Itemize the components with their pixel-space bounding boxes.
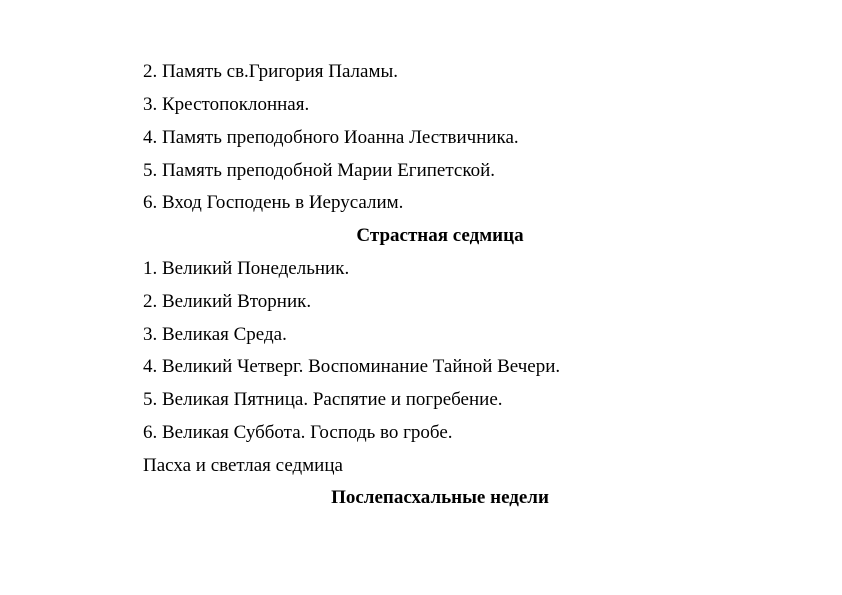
section-heading-passion-week: Страстная седмица (356, 225, 524, 246)
list-item: 1. Великий Понедельник. (143, 258, 350, 279)
list-item: 4. Память преподобного Иоанна Лествичника. (143, 127, 519, 148)
list-item: 2. Память св.Григория Паламы. (143, 61, 398, 82)
list-item: 3. Великая Среда. (143, 324, 287, 345)
list-item: 6. Вход Господень в Иерусалим. (143, 192, 404, 213)
list-item: 4. Великий Четверг. Воспоминание Тайной Вечери. (143, 356, 561, 377)
list-item: 5. Великая Пятница. Распятие и погребение. (143, 389, 503, 410)
paragraph-easter: Пасха и светлая седмица (143, 455, 343, 476)
list-item: 5. Память преподобной Марии Египетской. (143, 160, 496, 181)
list-item: 2. Великий Вторник. (143, 291, 312, 312)
list-item: 6. Великая Суббота. Господь во гробе. (143, 422, 453, 443)
list-item: 3. Крестопоклонная. (143, 94, 310, 115)
section-heading-post-easter-weeks: Послепасхальные недели (331, 487, 549, 508)
